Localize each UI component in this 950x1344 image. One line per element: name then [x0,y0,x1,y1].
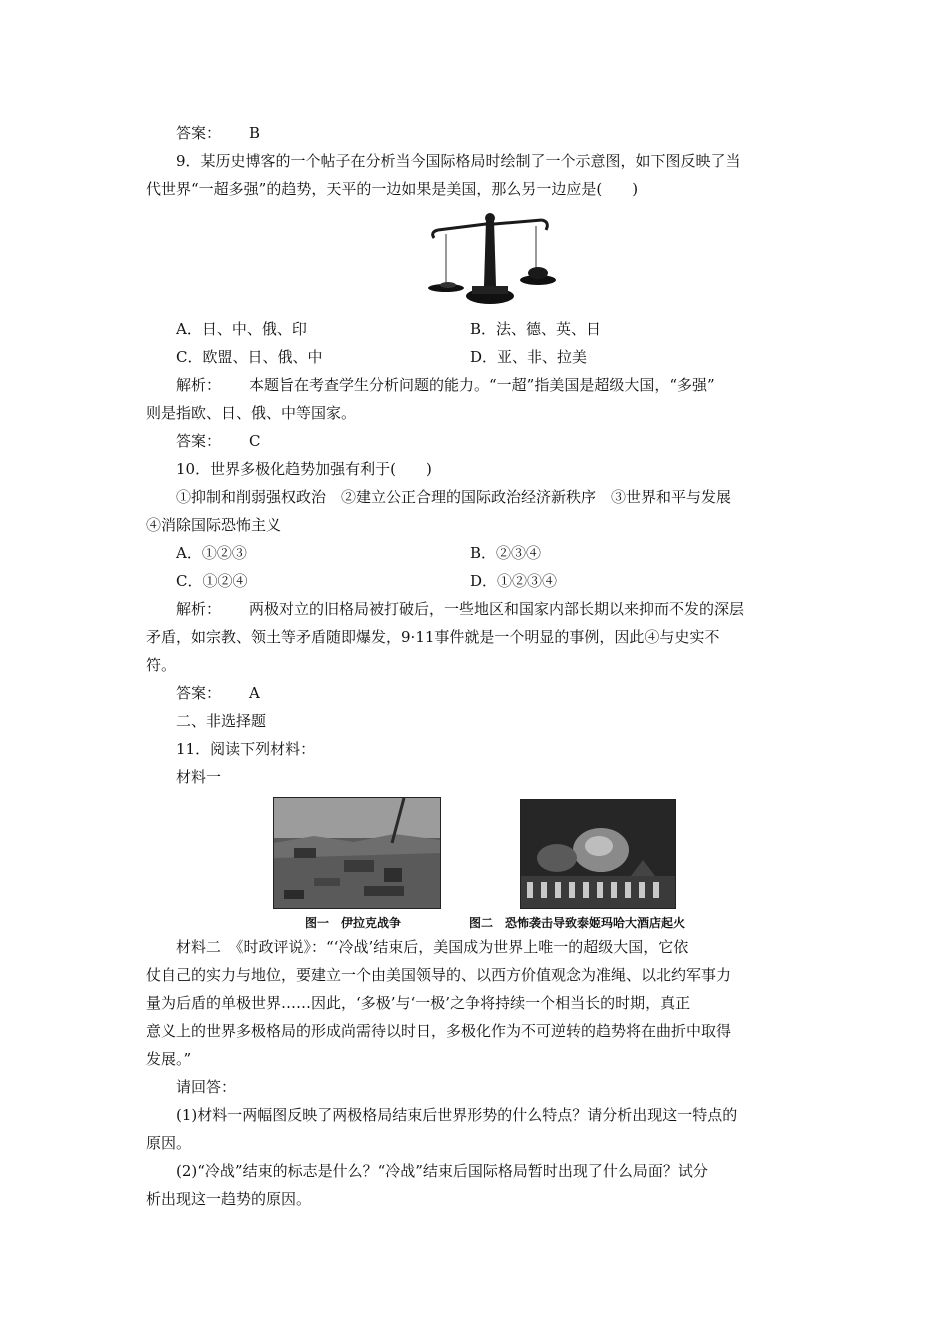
q9-option-d: D．亚、非、拉美 [470,348,588,366]
answer-value: B [249,124,261,142]
q10-stem: 10．世界多极化趋势加强有利于( ) [176,460,432,478]
analysis-text: 两极对立的旧格局被打破后，一些地区和国家内部长期以来抑而不发的深层 [249,600,745,618]
answer-value: C [249,432,261,450]
answer-prompt: 请回答： [176,1078,237,1096]
q9-stem-line2: 代世界“一超多强”的趋势，天平的一边如果是美国，那么另一边应是( ) [146,180,639,198]
sub-question-1-line1: (1)材料一两幅图反映了两极格局结束后世界形势的什么特点？请分析出现这一特点的 [176,1106,738,1124]
answer-label: 答案： [176,124,222,142]
q10-analysis-line2: 矛盾，如宗教、领土等矛盾随即爆发，9·11事件就是一个明显的事例，因此④与史实不 [146,628,720,646]
material2-line1: 材料二 《时政评说》：“‘冷战’结束后，美国成为世界上唯一的超级大国，它依 [176,938,689,956]
material1-label: 材料一 [176,768,222,786]
q9-analysis-line2: 则是指欧、日、俄、中等国家。 [146,404,357,422]
material2-line5: 发展。” [146,1050,192,1068]
q10-option-c: C．①②④ [176,572,248,590]
sub-question-2-line1: (2)“冷战”结束的标志是什么？“冷战”结束后国际格局暂时出现了什么局面？试分 [176,1162,708,1180]
material2-line2: 仗自己的实力与地位，要建立一个由美国领导的、以西方价值观念为准绳、以北约军事力 [146,966,732,984]
figure2-caption: 图二 恐怖袭击导致泰姬玛哈大酒店起火 [469,916,686,930]
answer-value: A [249,684,260,702]
q9-answer-line [176,430,261,452]
q9-stem-line1: 9．某历史博客的一个帖子在分析当今国际格局时绘制了一个示意图，如下图反映了当 [176,152,741,170]
q9-option-a: A．日、中、俄、印 [176,320,307,338]
hotel-fire-photo [520,799,676,909]
q10-analysis-line1 [176,598,744,620]
answer-label: 答案： [176,684,222,702]
q9-option-b: B．法、德、英、日 [470,320,602,338]
material2-line4: 意义上的世界多极格局的形成尚需待以时日，多极化作为不可逆转的趋势将在曲折中取得 [146,1022,732,1040]
q8-answer-line [176,122,260,144]
sub-question-2-line2: 析出现这一趋势的原因。 [146,1190,312,1208]
material2-line3: 量为后盾的单极世界……因此，‘多极’与‘一极’之争将持续一个相当长的时期，真正 [146,994,691,1012]
answer-label: 答案： [176,432,222,450]
analysis-label: 解析： [176,600,222,618]
analysis-label: 解析： [176,376,222,394]
q9-analysis-line1 [176,374,715,396]
q10-items-line2: ④消除国际恐怖主义 [146,516,282,534]
analysis-text: 本题旨在考查学生分析问题的能力。“一超”指美国是超级大国，“多强” [249,376,715,394]
iraq-war-photo [273,797,441,909]
q10-option-b: B．②③④ [470,544,542,562]
section-title: 二、非选择题 [176,712,267,730]
q10-items-line1: ①抑制和削弱强权政治 ②建立公正合理的国际政治经济新秩序 ③世界和平与发展 [176,488,732,506]
q10-option-d: D．①②③④ [470,572,558,590]
figure1-caption: 图一 伊拉克战争 [305,916,402,930]
sub-question-1-line2: 原因。 [146,1134,192,1152]
balance-scale-image [420,208,560,308]
q10-analysis-line3: 符。 [146,656,177,674]
q10-option-a: A．①②③ [176,544,247,562]
q9-option-c: C．欧盟、日、俄、中 [176,348,323,366]
q11-stem: 11．阅读下列材料： [176,740,316,758]
q10-answer-line [176,682,260,704]
